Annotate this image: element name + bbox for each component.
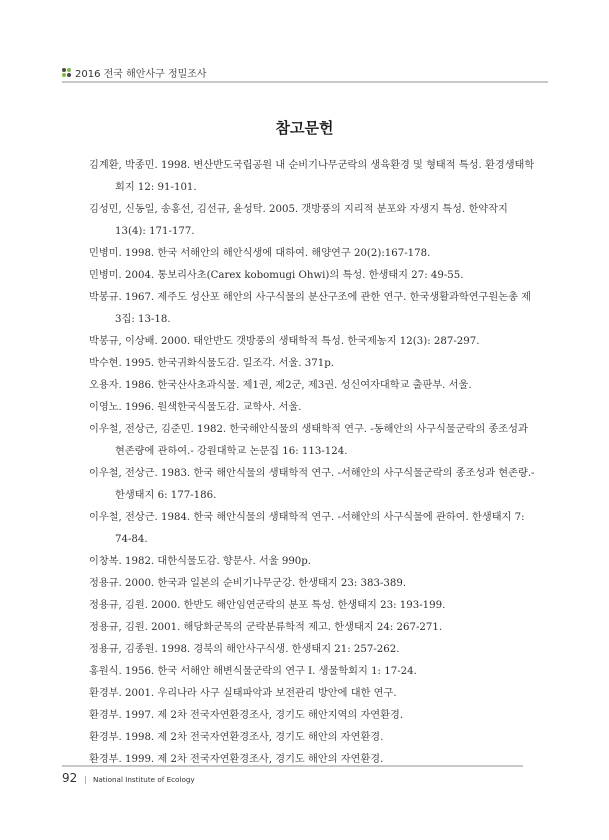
reference-item: 이영노. 1996. 원색한국식물도감. 교학사. 서울.	[89, 402, 302, 413]
reference-item: 환경부. 1999. 제 2차 전국자연환경조사, 경기도 해안의 자연환경.	[89, 754, 384, 765]
reference-item: 민병미. 1998. 한국 서해안의 해안식생에 대하여. 해양연구 20(2):167-178.	[89, 248, 431, 259]
reference-item: 환경부. 1997. 제 2차 전국자연환경조사, 경기도 해안지역의 자연환경.	[89, 710, 404, 721]
reference-item: 박봉규. 1967. 제주도 성산포 해안의 사구식물의 분산구조에 관한 연구. 한국생활과학연구원논총 제3집: 13-18.	[89, 292, 531, 325]
reference-item: 정용규, 김원. 2001. 해당화군목의 군락분류학적 제고. 한생태지 24: 267-271.	[89, 622, 443, 633]
reference-item: 이우철, 전상근. 1983. 한국 해안식물의 생태학적 연구. -서해안의 사구식물군락의 종조성과 현존량.- 한생태지 6: 177-186.	[89, 468, 535, 501]
page-title: 참고문헌	[275, 119, 334, 137]
reference-item: 이창복. 1982. 대한식물도감. 향문사. 서울 990p.	[89, 556, 312, 567]
header-dot	[67, 68, 71, 72]
header-dots-icon	[62, 68, 71, 77]
reference-item: 환경부. 1998. 제 2차 전국자연환경조사, 경기도 해안의 자연환경.	[89, 732, 384, 743]
header-divider	[62, 81, 548, 83]
running-header	[62, 65, 207, 80]
reference-item: 김계환, 박종민. 1998. 변산반도국립공원 내 순비기나무군락의 생육환경 및 형태적 특성. 환경생태학회지 12: 91-101.	[89, 160, 535, 193]
reference-item: 환경부. 2001. 우리나라 사구 실태파악과 보전관리 방안에 대한 연구.	[89, 688, 397, 699]
reference-item: 민병미. 2004. 통보리사초(Carex kobomugi Ohwi)의 특성. 한생태지 27: 49-55.	[89, 270, 464, 281]
reference-item: 박봉규, 이상배. 2000. 태안반도 갯방풍의 생태학적 특성. 한국제농지 12(3): 287-297.	[89, 336, 480, 347]
reference-item: 정용규, 김원. 2000. 한반도 해안임연군락의 분포 특성. 한생태지 23: 193-199.	[89, 600, 446, 611]
reference-item: 오용자. 1986. 한국산사초과식물. 제1권, 제2군, 제3권. 성신여자대학교 출판부. 서울.	[89, 380, 472, 391]
footer-divider	[62, 765, 523, 767]
page-footer	[62, 771, 195, 785]
page-number: 92	[62, 771, 78, 785]
footer-separator: |	[84, 775, 87, 784]
reference-item: 이우철, 전상근. 1984. 한국 해안식물의 생태학적 연구. -서해안의 사구식물에 관하여. 한생태지 7: 74-84.	[89, 512, 525, 545]
header-dot	[62, 68, 66, 72]
reference-list	[89, 155, 537, 771]
reference-item: 홍원식. 1956. 한국 서해안 해변식물군락의 연구 Ⅰ. 생물학회지 1: 17-24.	[89, 666, 417, 677]
reference-item: 정용규, 김종원. 1998. 경북의 해안사구식생. 한생태지 21: 257-262.	[89, 644, 400, 655]
header-dot	[62, 73, 66, 77]
reference-item: 박수현. 1995. 한국귀화식물도감. 일조각. 서울. 371p.	[89, 358, 334, 369]
reference-item: 이우철, 전상근, 김준민. 1982. 한국해안식물의 생태학적 연구. -동해안의 사구식물군락의 종조성과 현존량에 관하여.- 강원대학교 논문집 16: 113-124.	[89, 424, 528, 457]
header-dot	[67, 73, 71, 77]
reference-item: 정용규. 2000. 한국과 일본의 순비기나무군강. 한생태지 23: 383-389.	[89, 578, 407, 589]
header-title: 2016 전국 해안사구 정밀조사	[75, 69, 207, 80]
institute-name: National Institute of Ecology	[92, 775, 195, 784]
reference-item: 김성민, 신동일, 송홍선, 김선규, 윤성탁. 2005. 갯방풍의 지리적 분포와 자생지 특성. 한약작지 13(4): 171-177.	[89, 204, 508, 237]
